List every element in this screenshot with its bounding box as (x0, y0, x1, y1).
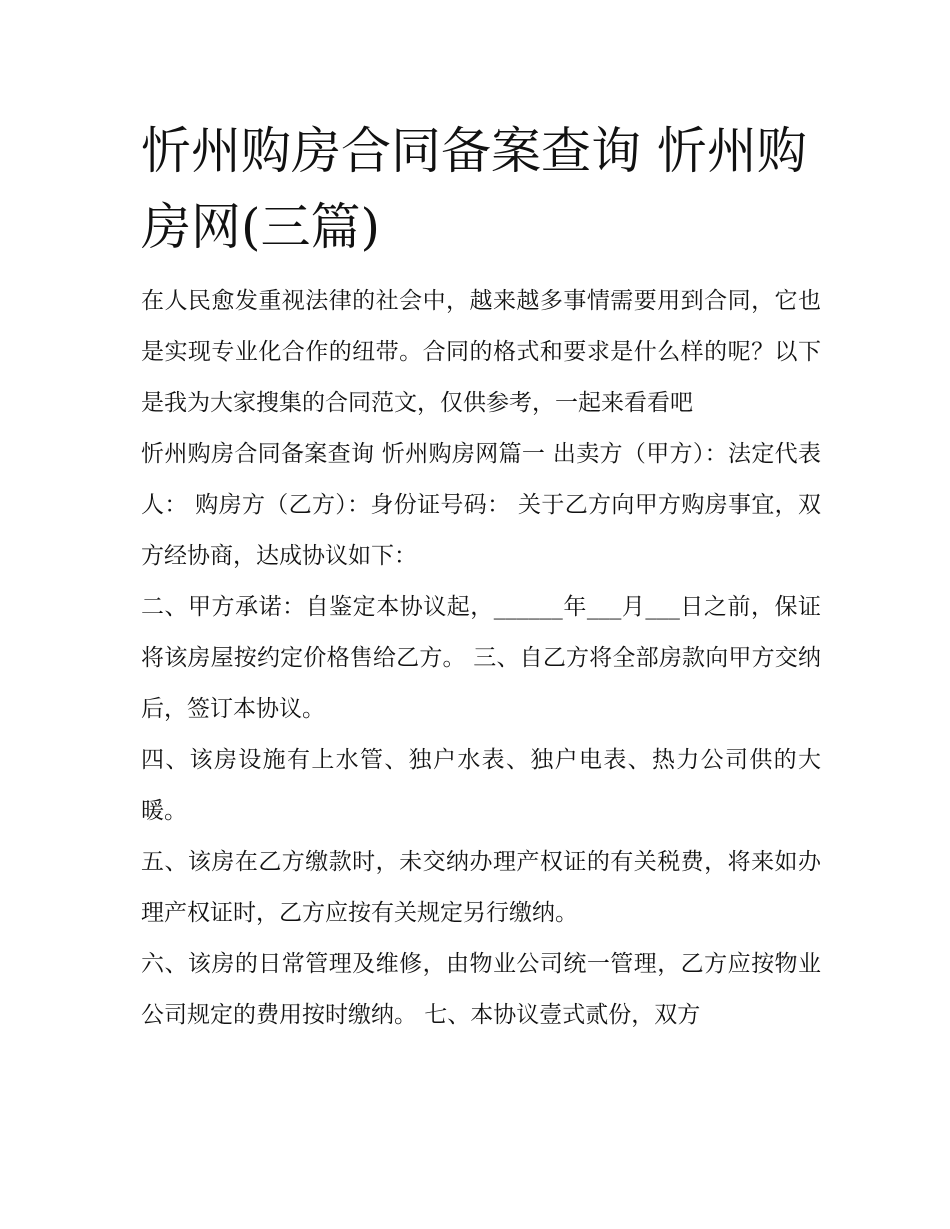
paragraph-parties: 忻州购房合同备案查询 忻州购房网篇一 出卖方（甲方）：法定代表人： 购房方（乙方）：身份证号码： 关于乙方向甲方购房事宜，双方经协商，达成协议如下： (141, 441, 821, 569)
paragraph-intro: 在人民愈发重视法律的社会中，越来越多事情需要用到合同，它也是实现专业化合作的纽带。合同的格式和要求是什么样的呢？以下是我为大家搜集的合同范文，仅供参考，一起来看看吧 (141, 288, 821, 416)
document-title: 忻州购房合同备案查询 忻州购房网(三篇) (141, 122, 807, 256)
paragraph-clause-2-3: 二、甲方承诺：自鉴定本协议起，______年___月___日之前，保证将该房屋按约定价格售给乙方。 三、自乙方将全部房款向甲方交纳后，签订本协议。 (141, 594, 821, 722)
document-body (141, 276, 821, 1041)
paragraph-clause-4: 四、该房设施有上水管、独户水表、独户电表、热力公司供的大暖。 (141, 747, 821, 824)
paragraph-clause-6-7: 六、该房的日常管理及维修，由物业公司统一管理，乙方应按物业公司规定的费用按时缴纳。 七、本协议壹式贰份，双方 (141, 951, 821, 1028)
paragraph-clause-5: 五、该房在乙方缴款时，未交纳办理产权证的有关税费，将来如办理产权证时，乙方应按有关规定另行缴纳。 (141, 849, 821, 926)
